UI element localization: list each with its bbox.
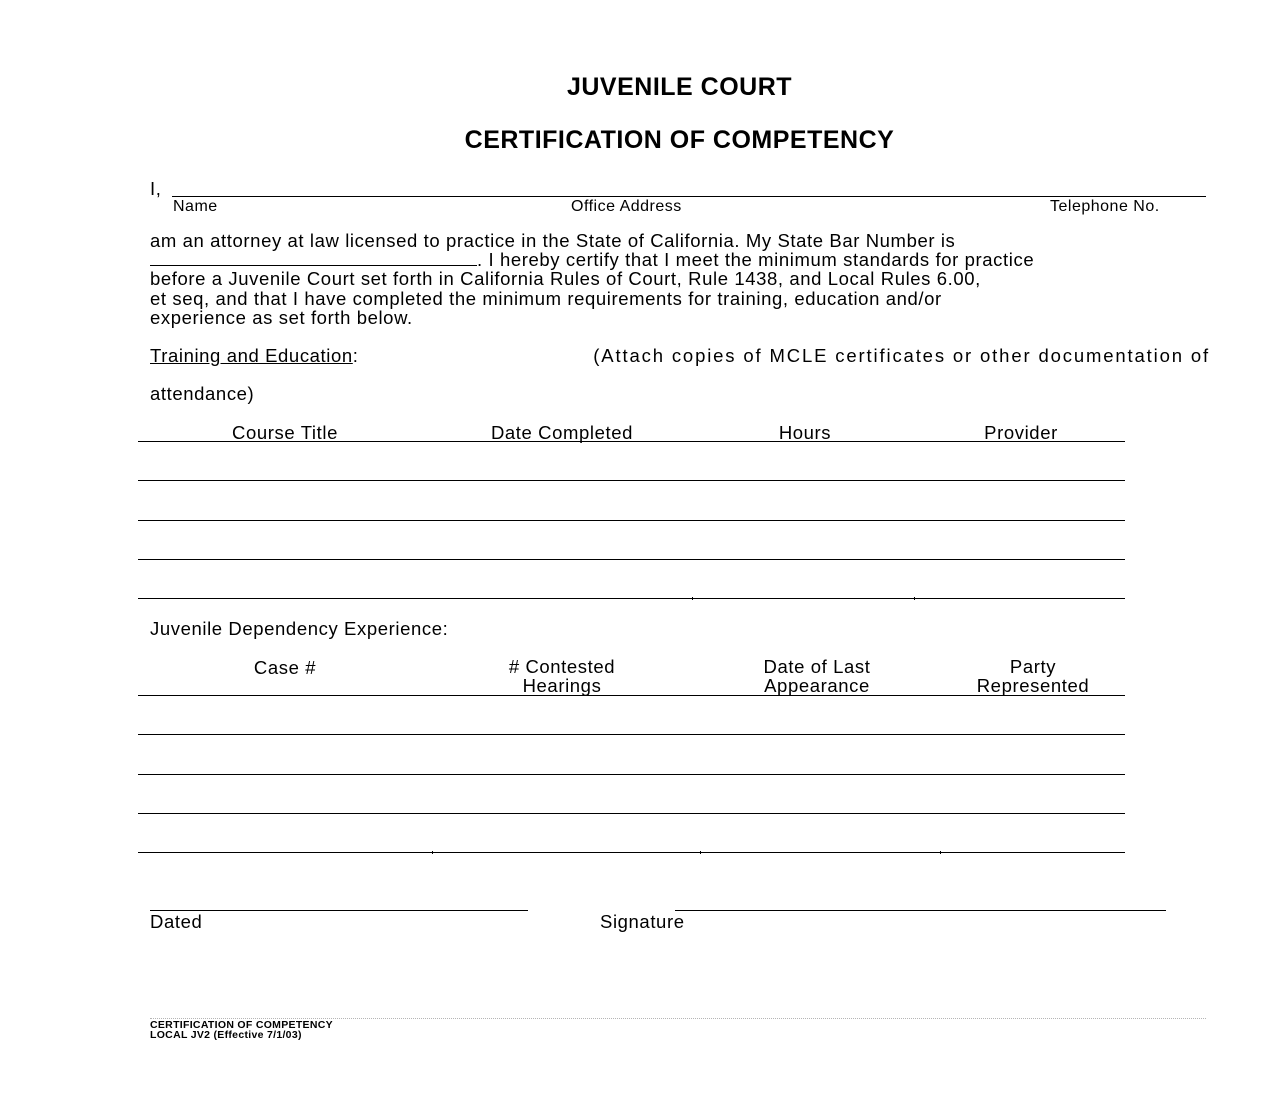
training-column-tick (692, 597, 693, 600)
dated-field-line[interactable] (150, 910, 528, 911)
training-row-line[interactable] (138, 559, 1125, 560)
dependency-header-rule (138, 695, 1125, 696)
dependency-row-line[interactable] (138, 734, 1125, 735)
name-label: Name (173, 198, 218, 215)
dependency-column-tick (432, 851, 433, 854)
col-party-represented-line1: Party (1009, 656, 1057, 677)
state-bar-number-field[interactable] (150, 249, 477, 266)
training-note-continued: attendance) (150, 383, 255, 404)
col-case-number: Case # (253, 657, 317, 678)
dependency-column-tick (940, 851, 941, 854)
training-row-line[interactable] (138, 480, 1125, 481)
col-provider: Provider (984, 422, 1058, 443)
col-date-last-appearance-line1: Date of Last (763, 656, 871, 677)
dependency-heading: Juvenile Dependency Experience: (150, 618, 449, 639)
training-row-line[interactable] (138, 520, 1125, 521)
signature-field-line[interactable] (675, 910, 1166, 911)
page-title: JUVENILE COURT (566, 73, 793, 101)
training-column-tick (914, 597, 915, 600)
col-date-last-appearance (737, 657, 897, 695)
statement-line-3: before a Juvenile Court set forth in California Rules of Court, Rule 1438, and Local Rules 6.00, (150, 268, 981, 289)
identity-field-line[interactable] (172, 196, 1206, 197)
statement-line-5: experience as set forth below. (150, 307, 413, 328)
training-heading-colon: : (352, 345, 359, 366)
dependency-row-line[interactable] (138, 852, 1125, 853)
training-heading-row (150, 345, 1210, 367)
training-note: (Attach copies of MCLE certificates or other documentation of (593, 345, 1210, 366)
col-course-title: Course Title (232, 422, 338, 443)
col-contested-hearings-line1: # Contested (508, 656, 616, 677)
footer-form-title: CERTIFICATION OF COMPETENCY (150, 1019, 333, 1031)
dependency-column-tick (700, 851, 701, 854)
statement-line-1: am an attorney at law licensed to practice in the State of California. My State Bar Number is (150, 230, 956, 251)
statement-line-4: et seq, and that I have completed the minimum requirements for training, education and/or (150, 288, 942, 309)
footer-form-code: LOCAL JV2 (Effective 7/1/03) (150, 1029, 302, 1041)
col-date-last-appearance-line2: Appearance (764, 675, 870, 696)
col-contested-hearings (462, 657, 662, 695)
statement-line-2-text: . I hereby certify that I meet the minimum standards for practice (477, 249, 1035, 270)
office-address-label: Office Address (571, 198, 682, 215)
identity-prefix: I, (150, 178, 162, 199)
training-heading: Training and Education (150, 345, 353, 366)
dependency-row-line[interactable] (138, 813, 1125, 814)
col-hours: Hours (778, 422, 832, 443)
col-date-completed: Date Completed (490, 422, 634, 443)
training-header-rule (138, 441, 1125, 442)
col-party-represented-line2: Represented (976, 675, 1090, 696)
col-contested-hearings-line2: Hearings (522, 675, 602, 696)
dated-label: Dated (150, 911, 203, 932)
training-row-line[interactable] (138, 598, 1125, 599)
col-party-represented (953, 657, 1113, 695)
telephone-label: Telephone No. (1050, 198, 1160, 215)
signature-label: Signature (600, 911, 685, 932)
dependency-row-line[interactable] (138, 774, 1125, 775)
page-subtitle: CERTIFICATION OF COMPETENCY (464, 126, 895, 154)
